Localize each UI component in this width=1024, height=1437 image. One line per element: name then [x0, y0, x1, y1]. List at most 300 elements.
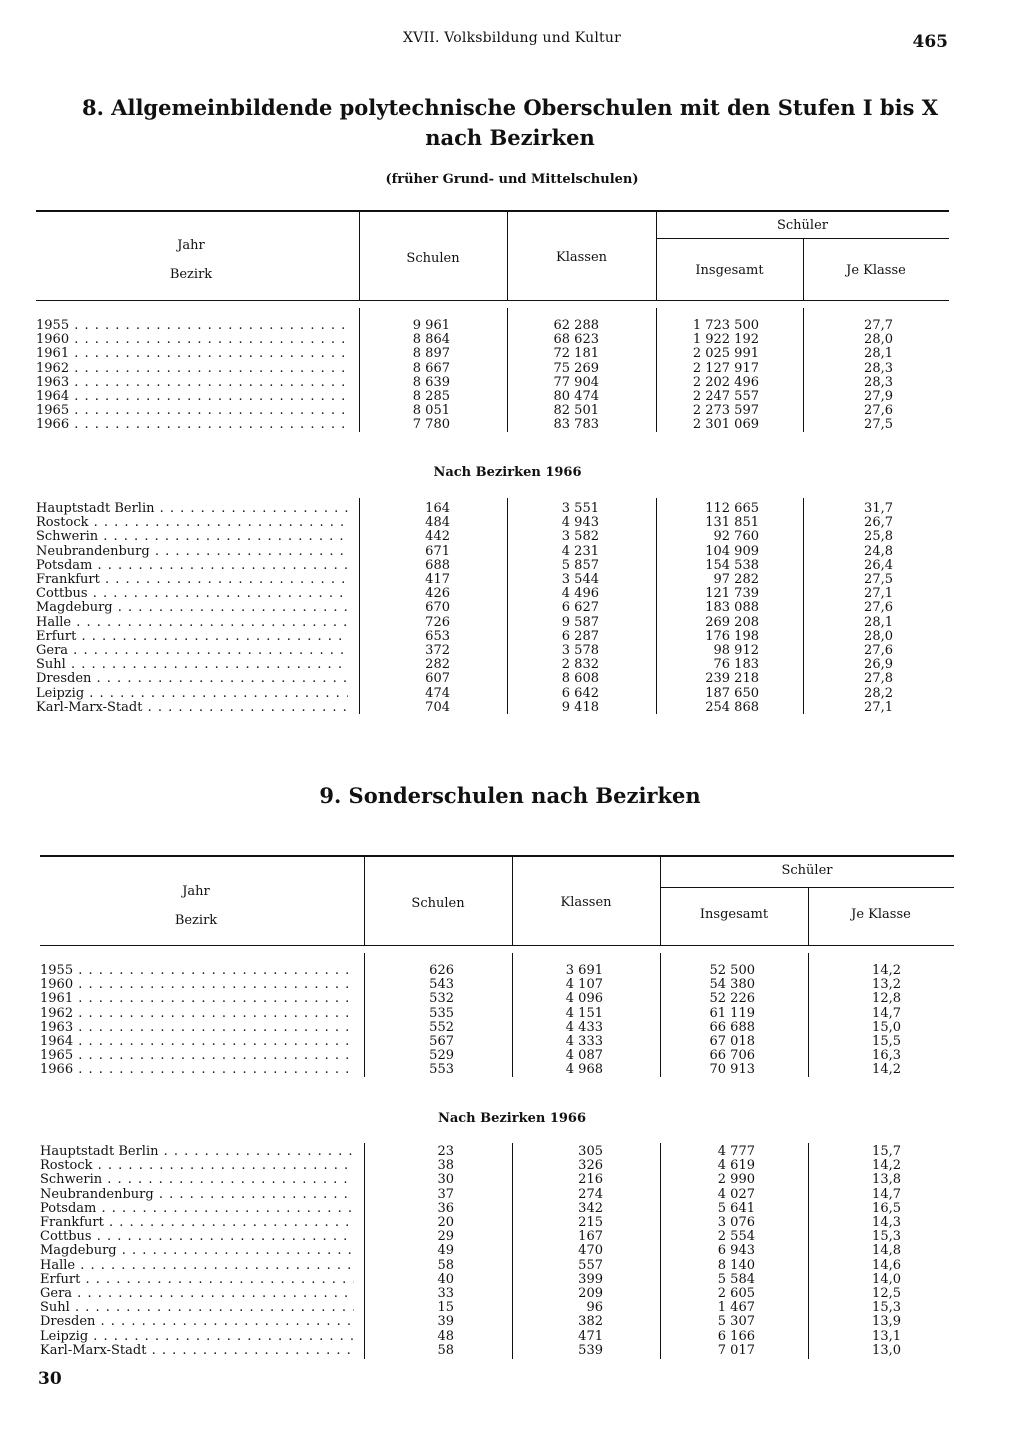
cell-klassen: 470	[578, 1243, 603, 1259]
cell-schulen: 688	[425, 557, 450, 573]
cell-klassen: 9 587	[561, 614, 599, 630]
row-label: Potsdam . . .	[36, 559, 348, 573]
table-row	[36, 516, 950, 530]
cell-schulen: 653	[425, 628, 450, 644]
table8-subheading: Nach Bezirken 1966	[433, 465, 582, 480]
cell-insgesamt: 5 641	[717, 1200, 755, 1216]
table-row	[40, 1259, 954, 1273]
cell-klassen: 6 642	[561, 685, 599, 701]
cell-klassen: 326	[578, 1158, 603, 1174]
cell-klassen: 6 287	[561, 628, 599, 644]
row-label: Dresden . . .	[36, 672, 348, 686]
row-label: Suhl . . .	[36, 658, 348, 672]
cell-klassen: 215	[578, 1215, 603, 1230]
header-insgesamt: Insgesamt	[695, 263, 764, 278]
cell-je-klasse: 28,2	[864, 685, 893, 701]
row-label: Erfurt . . .	[36, 630, 348, 644]
table-row	[36, 587, 950, 601]
row-label: Leipzig . . .	[36, 687, 348, 701]
cell-je-klasse: 26,4	[864, 557, 893, 573]
cell-schulen: 8 864	[412, 332, 450, 348]
row-label: Hauptstadt Berlin . . .	[40, 1145, 354, 1159]
cell-je-klasse: 16,5	[872, 1200, 901, 1216]
row-label: 1965 . . .	[36, 404, 348, 418]
cell-je-klasse: 27,6	[864, 403, 893, 419]
cell-klassen: 4 968	[565, 1062, 603, 1078]
cell-insgesamt: 2 273 597	[692, 403, 759, 419]
cell-insgesamt: 2 025 991	[692, 346, 759, 362]
cell-je-klasse: 27,5	[864, 572, 893, 587]
cell-je-klasse: 15,7	[872, 1144, 901, 1159]
cell-klassen: 4 151	[565, 1005, 603, 1021]
row-label: Karl-Marx-Stadt . . .	[36, 701, 348, 715]
table-row	[40, 1301, 954, 1315]
cell-insgesamt: 154 538	[705, 557, 759, 573]
row-label: Cottbus . . .	[40, 1230, 354, 1244]
cell-je-klasse: 26,9	[864, 657, 893, 673]
cell-insgesamt: 4 777	[717, 1144, 755, 1159]
cell-klassen: 305	[578, 1144, 603, 1159]
table8-title-line2: nach Bezirken	[425, 125, 595, 150]
cell-insgesamt: 70 913	[709, 1062, 755, 1078]
cell-je-klasse: 15,3	[872, 1300, 901, 1316]
cell-insgesamt: 54 380	[709, 977, 755, 993]
cell-je-klasse: 12,8	[872, 991, 901, 1007]
cell-klassen: 4 107	[565, 977, 603, 993]
table-row	[40, 978, 954, 992]
row-label: 1965 . . .	[40, 1049, 354, 1063]
cell-klassen: 3 544	[561, 572, 599, 587]
cell-insgesamt: 66 688	[709, 1019, 755, 1035]
cell-klassen: 399	[578, 1271, 603, 1287]
cell-schulen: 726	[425, 614, 450, 630]
table-row	[36, 601, 950, 615]
cell-klassen: 471	[578, 1328, 603, 1344]
cell-insgesamt: 52 500	[709, 963, 755, 978]
header-bezirk: Bezirk	[174, 913, 218, 928]
row-label: Hauptstadt Berlin . . .	[36, 502, 348, 516]
cell-je-klasse: 26,7	[864, 515, 893, 531]
cell-insgesamt: 3 076	[717, 1215, 755, 1230]
cell-je-klasse: 14,2	[872, 1062, 901, 1078]
table-row	[36, 545, 950, 559]
row-label: 1955 . . .	[40, 964, 354, 978]
row-label: 1955 . . .	[36, 319, 348, 333]
table-row	[40, 1202, 954, 1216]
cell-insgesamt: 1 723 500	[692, 318, 759, 333]
table-row	[40, 1244, 954, 1258]
cell-insgesamt: 97 282	[713, 572, 759, 587]
cell-insgesamt: 5 307	[717, 1314, 755, 1330]
running-header: XVII. Volksbildung und Kultur	[403, 30, 621, 46]
cell-schulen: 426	[425, 586, 450, 602]
cell-schulen: 37	[437, 1186, 454, 1202]
row-label: 1964 . . .	[40, 1035, 354, 1049]
cell-schulen: 33	[437, 1286, 454, 1301]
table-row	[36, 347, 950, 361]
cell-je-klasse: 14,2	[872, 1158, 901, 1174]
table9-title: 9. Sonderschulen nach Bezirken	[319, 783, 701, 808]
header-jahr: Jahr	[177, 238, 205, 253]
table-row	[36, 559, 950, 573]
cell-insgesamt: 7 017	[717, 1342, 755, 1358]
cell-insgesamt: 1 467	[717, 1300, 755, 1316]
cell-schulen: 282	[425, 657, 450, 673]
cell-je-klasse: 27,8	[864, 671, 893, 687]
cell-schulen: 704	[425, 699, 450, 715]
header-bottom-rule	[36, 300, 949, 301]
cell-insgesamt: 2 202 496	[692, 374, 759, 390]
cell-schulen: 474	[425, 685, 450, 701]
cell-je-klasse: 27,1	[864, 699, 893, 715]
cell-klassen: 62 288	[553, 318, 599, 333]
cell-insgesamt: 176 198	[705, 628, 759, 644]
cell-schulen: 38	[437, 1158, 454, 1174]
row-label: Halle . . .	[36, 616, 348, 630]
cell-schulen: 48	[437, 1328, 454, 1344]
row-label: 1963 . . .	[36, 376, 348, 390]
cell-klassen: 167	[578, 1229, 603, 1245]
cell-insgesamt: 61 119	[709, 1005, 755, 1021]
cell-je-klasse: 14,8	[872, 1243, 901, 1259]
cell-insgesamt: 187 650	[705, 685, 759, 701]
cell-insgesamt: 92 760	[713, 529, 759, 545]
table-row	[36, 672, 950, 686]
row-label: Magdeburg . . .	[40, 1244, 354, 1258]
cell-schulen: 9 961	[412, 318, 450, 333]
table9-subheading: Nach Bezirken 1966	[437, 1111, 587, 1126]
cell-klassen: 216	[578, 1172, 603, 1188]
row-label: 1963 . . .	[40, 1021, 354, 1035]
cell-schulen: 29	[437, 1229, 454, 1245]
table-row	[40, 992, 954, 1006]
cell-insgesamt: 6 166	[717, 1328, 755, 1344]
table-row	[40, 1007, 954, 1021]
schueler-rule	[660, 887, 954, 888]
cell-je-klasse: 13,2	[872, 977, 901, 993]
table-row	[36, 687, 950, 701]
table-row	[36, 630, 950, 644]
cell-insgesamt: 2 247 557	[692, 389, 759, 404]
cell-klassen: 4 333	[565, 1034, 603, 1049]
cell-schulen: 553	[429, 1062, 454, 1078]
cell-schulen: 49	[437, 1243, 454, 1259]
cell-klassen: 2 832	[561, 657, 599, 673]
row-label: Suhl . . .	[40, 1301, 354, 1315]
cell-schulen: 39	[437, 1314, 454, 1330]
cell-klassen: 75 269	[553, 360, 599, 376]
cell-schulen: 484	[425, 515, 450, 531]
cell-insgesamt: 254 868	[705, 699, 759, 715]
cell-schulen: 442	[425, 529, 450, 545]
table8-title-line1: 8. Allgemeinbildende polytechnische Oberschulen mit den Stufen I bis X	[81, 95, 939, 120]
cell-je-klasse: 27,6	[864, 643, 893, 658]
table-row	[36, 362, 950, 376]
cell-schulen: 607	[425, 671, 450, 687]
cell-klassen: 68 623	[553, 332, 599, 348]
table9	[40, 855, 954, 1365]
table-row	[40, 964, 954, 978]
cell-klassen: 3 691	[565, 963, 603, 978]
cell-klassen: 4 496	[561, 586, 599, 602]
cell-schulen: 671	[425, 543, 450, 559]
cell-schulen: 372	[425, 643, 450, 658]
cell-je-klasse: 27,9	[864, 389, 893, 404]
cell-je-klasse: 28,3	[864, 374, 893, 390]
cell-schulen: 529	[429, 1048, 454, 1064]
row-label: Gera . . .	[40, 1287, 354, 1301]
table-row	[36, 701, 950, 715]
cell-insgesamt: 5 584	[717, 1271, 755, 1287]
cell-je-klasse: 15,3	[872, 1229, 901, 1245]
cell-klassen: 96	[586, 1300, 603, 1316]
row-label: Rostock . . .	[40, 1159, 354, 1173]
cell-klassen: 83 783	[553, 417, 599, 433]
table-row	[36, 616, 950, 630]
row-label: Erfurt . . .	[40, 1273, 354, 1287]
table-row	[40, 1273, 954, 1287]
cell-insgesamt: 183 088	[705, 600, 759, 616]
cell-klassen: 4 087	[565, 1048, 603, 1064]
row-label: 1966 . . .	[40, 1063, 354, 1077]
cell-je-klasse: 14,6	[872, 1257, 901, 1273]
cell-klassen: 72 181	[553, 346, 599, 362]
row-label: 1966 . . .	[36, 418, 348, 432]
cell-je-klasse: 28,0	[864, 628, 893, 644]
table-row	[36, 530, 950, 544]
cell-je-klasse: 27,5	[864, 417, 893, 433]
header-klassen: Klassen	[555, 250, 608, 265]
table-row	[40, 1145, 954, 1159]
row-label: Neubrandenburg . . .	[36, 545, 348, 559]
cell-insgesamt: 2 301 069	[692, 417, 759, 433]
header-insgesamt: Insgesamt	[699, 907, 769, 922]
header-schueler: Schüler	[781, 863, 833, 878]
table-row	[36, 644, 950, 658]
cell-schulen: 543	[429, 977, 454, 993]
row-label: Karl-Marx-Stadt . . .	[40, 1344, 354, 1358]
table-row	[36, 333, 950, 347]
cell-je-klasse: 15,0	[872, 1019, 901, 1035]
cell-je-klasse: 28,0	[864, 332, 893, 348]
table-row	[40, 1159, 954, 1173]
table-row	[36, 376, 950, 390]
row-label: Cottbus . . .	[36, 587, 348, 601]
cell-je-klasse: 24,8	[864, 543, 893, 559]
table-row	[36, 418, 950, 432]
cell-je-klasse: 31,7	[864, 501, 893, 516]
cell-insgesamt: 239 218	[705, 671, 759, 687]
row-label: Neubrandenburg . . .	[40, 1188, 354, 1202]
cell-klassen: 9 418	[561, 699, 599, 715]
row-label: Schwerin . . .	[40, 1173, 354, 1187]
cell-klassen: 539	[578, 1342, 603, 1358]
cell-je-klasse: 27,7	[864, 318, 893, 333]
cell-klassen: 3 582	[561, 529, 599, 545]
row-label: 1961 . . .	[40, 992, 354, 1006]
header-jahr: Jahr	[182, 884, 210, 899]
table-row	[40, 1230, 954, 1244]
cell-je-klasse: 13,9	[872, 1314, 901, 1330]
row-label: 1964 . . .	[36, 390, 348, 404]
table-row	[36, 573, 950, 587]
row-label: 1960 . . .	[36, 333, 348, 347]
cell-schulen: 20	[437, 1215, 454, 1230]
cell-insgesamt: 4 619	[717, 1158, 755, 1174]
cell-schulen: 8 639	[412, 374, 450, 390]
row-label: Leipzig . . .	[40, 1330, 354, 1344]
cell-klassen: 3 578	[561, 643, 599, 658]
cell-klassen: 3 551	[561, 501, 599, 516]
header-bottom-rule	[40, 945, 954, 946]
cell-klassen: 342	[578, 1200, 603, 1216]
cell-schulen: 552	[429, 1019, 454, 1035]
top-rule	[40, 855, 954, 857]
table-row	[40, 1035, 954, 1049]
cell-schulen: 8 051	[412, 403, 450, 419]
table-row	[40, 1173, 954, 1187]
table-row	[40, 1216, 954, 1230]
cell-schulen: 670	[425, 600, 450, 616]
cell-klassen: 82 501	[553, 403, 599, 419]
cell-klassen: 382	[578, 1314, 603, 1330]
signature-number: 30	[38, 1369, 62, 1389]
cell-je-klasse: 25,8	[864, 529, 893, 545]
table-row	[36, 658, 950, 672]
cell-insgesamt: 2 127 917	[692, 360, 759, 376]
cell-schulen: 417	[425, 572, 450, 587]
cell-schulen: 36	[437, 1200, 454, 1216]
cell-klassen: 80 474	[553, 389, 599, 404]
header-bezirk: Bezirk	[169, 267, 213, 282]
page-number: 465	[912, 32, 948, 52]
cell-insgesamt: 2 554	[717, 1229, 755, 1245]
cell-klassen: 557	[578, 1257, 603, 1273]
table8	[36, 210, 949, 730]
table-row	[40, 1188, 954, 1202]
row-label: Schwerin . . .	[36, 530, 348, 544]
cell-insgesamt: 67 018	[709, 1034, 755, 1049]
cell-schulen: 535	[429, 1005, 454, 1021]
cell-schulen: 58	[437, 1342, 454, 1358]
table-row	[40, 1344, 954, 1358]
row-label: Frankfurt . . .	[36, 573, 348, 587]
cell-insgesamt: 4 027	[717, 1186, 755, 1202]
row-label: Halle . . .	[40, 1259, 354, 1273]
row-label: Dresden . . .	[40, 1315, 354, 1329]
cell-insgesamt: 131 851	[705, 515, 759, 531]
cell-insgesamt: 52 226	[709, 991, 755, 1007]
cell-je-klasse: 28,1	[864, 346, 893, 362]
cell-insgesamt: 8 140	[717, 1257, 755, 1273]
table-row	[36, 390, 950, 404]
cell-je-klasse: 28,1	[864, 614, 893, 630]
header-klassen: Klassen	[560, 895, 612, 910]
cell-schulen: 58	[437, 1257, 454, 1273]
cell-je-klasse: 27,6	[864, 600, 893, 616]
table-row	[40, 1330, 954, 1344]
cell-schulen: 164	[425, 501, 450, 516]
cell-schulen: 626	[429, 963, 454, 978]
cell-je-klasse: 28,3	[864, 360, 893, 376]
cell-klassen: 8 608	[561, 671, 599, 687]
row-label: Potsdam . . .	[40, 1202, 354, 1216]
cell-insgesamt: 1 922 192	[692, 332, 759, 348]
cell-schulen: 23	[437, 1144, 454, 1159]
cell-schulen: 532	[429, 991, 454, 1007]
cell-schulen: 15	[437, 1300, 454, 1316]
row-label: 1961 . . .	[36, 347, 348, 361]
cell-schulen: 8 667	[412, 360, 450, 376]
row-label: 1960 . . .	[40, 978, 354, 992]
cell-je-klasse: 12,5	[872, 1286, 901, 1301]
cell-klassen: 6 627	[561, 600, 599, 616]
cell-insgesamt: 66 706	[709, 1048, 755, 1064]
header-schulen: Schulen	[406, 251, 460, 266]
cell-insgesamt: 112 665	[705, 501, 759, 516]
cell-je-klasse: 13,0	[872, 1342, 901, 1358]
cell-klassen: 209	[578, 1286, 603, 1301]
cell-schulen: 7 780	[412, 417, 450, 433]
cell-insgesamt: 6 943	[717, 1243, 755, 1259]
row-label: 1962 . . .	[40, 1007, 354, 1021]
table8-subtitle: (früher Grund- und Mittelschulen)	[385, 172, 639, 187]
cell-je-klasse: 14,3	[872, 1215, 901, 1230]
cell-je-klasse: 16,3	[872, 1048, 901, 1064]
row-label: Gera . . .	[36, 644, 348, 658]
row-label: 1962 . . .	[36, 362, 348, 376]
table-row	[40, 1063, 954, 1077]
cell-schulen: 8 285	[412, 389, 450, 404]
cell-je-klasse: 14,7	[872, 1005, 901, 1021]
cell-schulen: 30	[437, 1172, 454, 1188]
cell-klassen: 4 231	[561, 543, 599, 559]
cell-schulen: 567	[429, 1034, 454, 1049]
cell-je-klasse: 13,8	[872, 1172, 901, 1188]
cell-klassen: 4 096	[565, 991, 603, 1007]
table-row	[40, 1049, 954, 1063]
header-schueler: Schüler	[777, 218, 828, 233]
table-row	[40, 1287, 954, 1301]
table-row	[40, 1021, 954, 1035]
cell-schulen: 40	[437, 1271, 454, 1287]
row-label: Magdeburg . . .	[36, 601, 348, 615]
header-je-klasse: Je Klasse	[851, 907, 911, 922]
table-row	[36, 502, 950, 516]
cell-insgesamt: 2 605	[717, 1286, 755, 1301]
cell-insgesamt: 2 990	[717, 1172, 755, 1188]
header-je-klasse: Je Klasse	[846, 263, 906, 278]
cell-insgesamt: 104 909	[705, 543, 759, 559]
row-label: Frankfurt . . .	[40, 1216, 354, 1230]
cell-schulen: 8 897	[412, 346, 450, 362]
cell-insgesamt: 76 183	[713, 657, 759, 673]
cell-je-klasse: 13,1	[872, 1328, 901, 1344]
cell-insgesamt: 98 912	[713, 643, 759, 658]
cell-klassen: 77 904	[553, 374, 599, 390]
cell-je-klasse: 27,1	[864, 586, 893, 602]
cell-insgesamt: 121 739	[705, 586, 759, 602]
cell-klassen: 4 433	[565, 1019, 603, 1035]
cell-klassen: 4 943	[561, 515, 599, 531]
top-rule	[36, 210, 949, 212]
table-row	[36, 319, 950, 333]
cell-je-klasse: 14,2	[872, 963, 901, 978]
cell-je-klasse: 14,0	[872, 1271, 901, 1287]
header-schulen: Schulen	[411, 896, 465, 911]
row-label: Rostock . . .	[36, 516, 348, 530]
table-row	[36, 404, 950, 418]
